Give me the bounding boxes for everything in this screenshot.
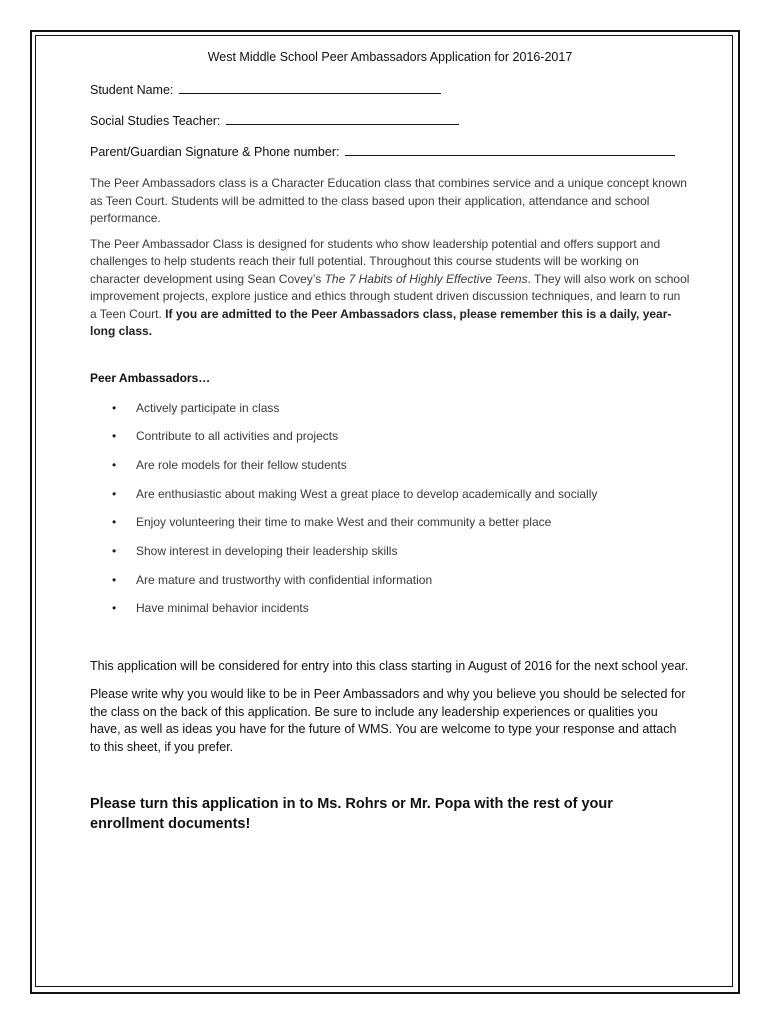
student-name-label: Student Name:: [90, 83, 174, 97]
bullet-icon: •: [112, 457, 117, 472]
list-item: [112, 544, 690, 573]
parent-signature-label: Parent/Guardian Signature & Phone number:: [90, 145, 340, 159]
list-item-text: Are mature and trustworthy with confidential information: [136, 572, 433, 587]
application-form: [90, 50, 690, 834]
intro-paragraph-2: [90, 236, 690, 341]
parent-signature-field: [90, 144, 690, 159]
list-item: [112, 401, 690, 430]
list-item-text: Actively participate in class: [136, 400, 280, 415]
list-item: [112, 458, 690, 487]
qualities-list: [90, 401, 690, 631]
parent-signature-blank[interactable]: [345, 144, 675, 156]
student-name-field: [90, 82, 690, 97]
book-title: The 7 Habits of Highly Effective Teens: [324, 271, 528, 286]
bullet-icon: •: [112, 515, 117, 530]
list-item-text: Enjoy volunteering their time to make West and their community a better place: [136, 515, 552, 530]
list-item: [112, 487, 690, 516]
intro-paragraph-1: The Peer Ambassadors class is a Character Education class that combines service and a unique concept known as Teen Court. Students will be admitted to the class based upon their application, attendance and school performance.: [90, 176, 687, 225]
intro-p2-text: The Peer Ambassador Class is designed for students who show leadership potential and offers support and challenges to help students reach their full potential. Throughout this course students will be working on character development using Sean Covey’s: [90, 236, 661, 286]
intro-p2-text-continued: . They will also work on school improvement projects, explore justice and ethics through student driven discussion techniques, and learn to run a Teen Court.: [90, 271, 690, 321]
bullet-icon: •: [112, 429, 117, 444]
student-name-blank[interactable]: [179, 82, 441, 94]
bullet-icon: •: [112, 486, 117, 501]
intro-p2-bold-note: If you are admitted to the Peer Ambassadors class, please remember this is a daily, year-long class.: [90, 306, 672, 338]
list-item: [112, 515, 690, 544]
list-item: [112, 601, 690, 630]
bullet-icon: •: [112, 400, 117, 415]
list-item-text: Are role models for their fellow students: [136, 457, 347, 472]
list-item-text: Contribute to all activities and projects: [136, 429, 339, 444]
qualities-heading: Peer Ambassadors…: [90, 370, 211, 385]
teacher-field: [90, 113, 690, 128]
closing-instruction: Please turn this application in to Ms. Rohrs or Mr. Popa with the rest of your enrollment documents!: [90, 796, 613, 832]
list-item-text: Show interest in developing their leadership skills: [136, 543, 398, 558]
bullet-icon: •: [112, 572, 117, 587]
list-item: [112, 429, 690, 458]
bullet-icon: •: [112, 543, 117, 558]
bullet-icon: •: [112, 601, 117, 616]
form-title: West Middle School Peer Ambassadors Application for 2016-2017: [207, 50, 573, 64]
entry-note: This application will be considered for entry into this class starting in August of 2016 for the next school year.: [90, 659, 689, 673]
teacher-blank[interactable]: [226, 113, 459, 125]
list-item-text: Are enthusiastic about making West a great place to develop academically and socially: [136, 486, 598, 501]
list-item-text: Have minimal behavior incidents: [136, 601, 309, 616]
teacher-label: Social Studies Teacher:: [90, 114, 221, 128]
list-item: [112, 573, 690, 602]
essay-instructions: Please write why you would like to be in Peer Ambassadors and why you believe you should be selected for the class on the back of this application. Be sure to include any leadership experiences or qualities you have, as well as ideas you have for the future of WMS. You are welcome to type your response and attach to this sheet, if you prefer.: [90, 687, 686, 754]
